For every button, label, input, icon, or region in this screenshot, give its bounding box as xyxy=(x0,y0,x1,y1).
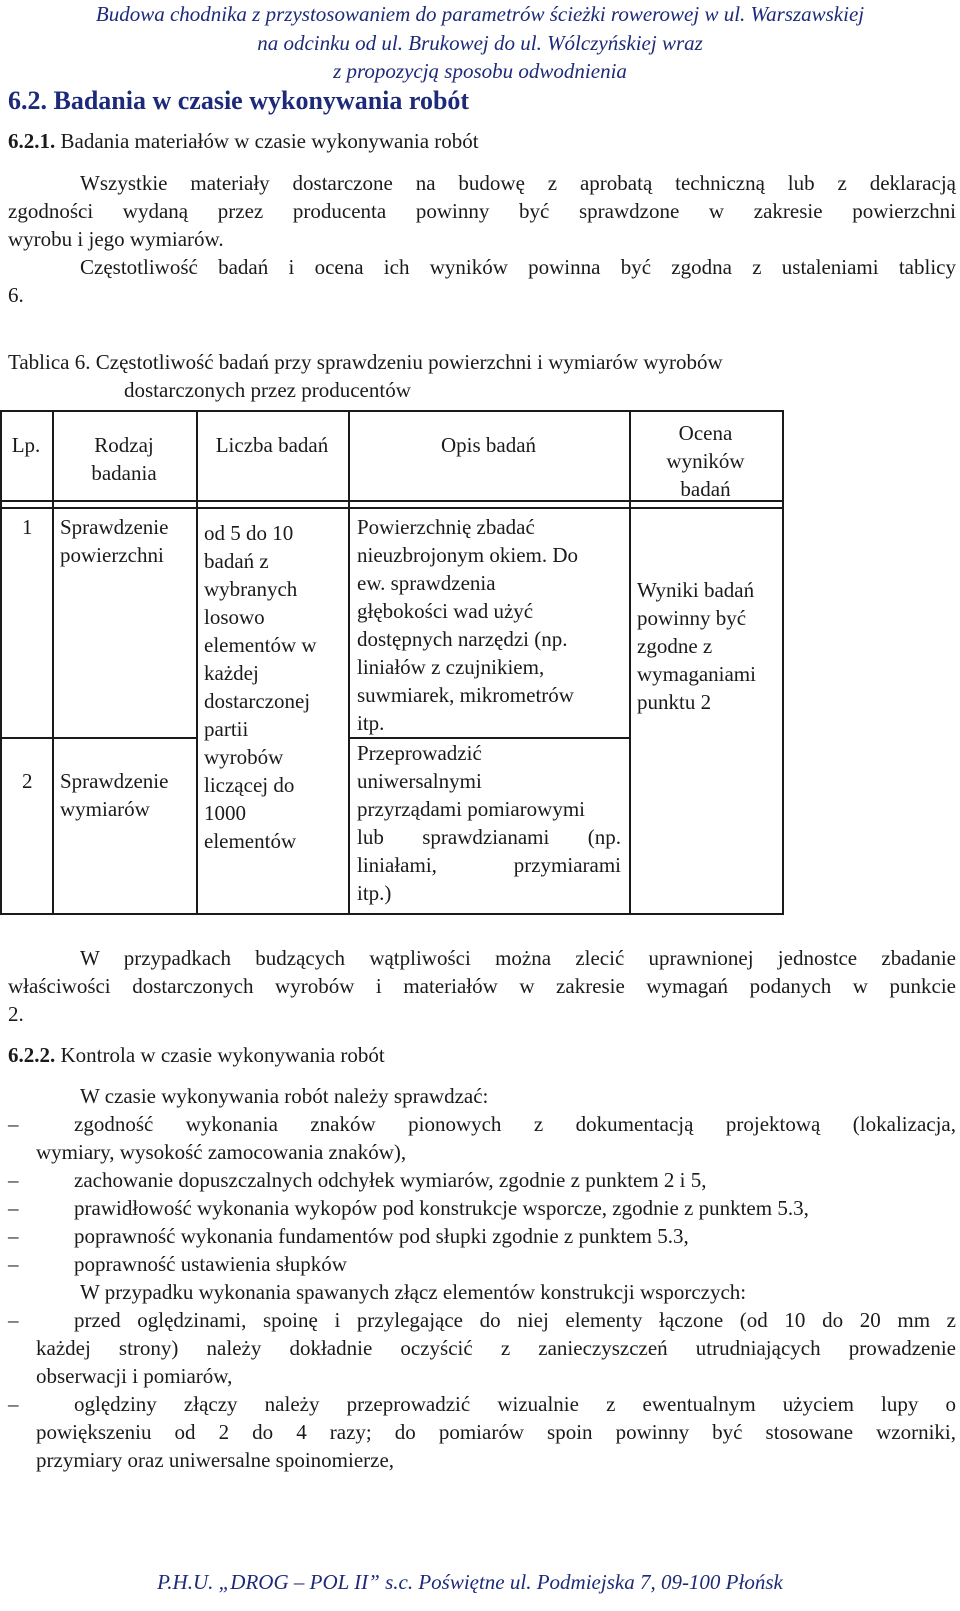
running-header-line-3: z propozycją sposobu odwodnienia xyxy=(333,59,627,83)
row1-lp: 1 xyxy=(22,515,33,539)
row1-rodzaj: powierzchni xyxy=(60,543,164,567)
liczba-line: liczącej do xyxy=(204,773,295,797)
page-footer: P.H.U. „DROG – POL II” s.c. Poświętne ul. Podmiejska 7, 09-100 Płońsk xyxy=(157,1570,783,1594)
opis1-line: itp. xyxy=(357,711,385,735)
running-header-line-2: na odcinku od ul. Brukowej do ul. Wólczyńskiej wraz xyxy=(257,31,703,55)
header-liczba: Liczba badań xyxy=(215,433,329,457)
liczba-line: 1000 xyxy=(204,801,246,825)
list-item: poprawność ustawienia słupków xyxy=(74,1252,347,1276)
liczba-line: partii xyxy=(204,717,249,741)
ocena-line: wymaganiami xyxy=(637,662,756,686)
opis2-line: liniałami, przymiarami xyxy=(357,853,621,877)
paragraph-line: właściwości dostarczonych wyrobów i materiałów w zakresie wymagań podanych w punkcie xyxy=(8,974,956,998)
section-heading: 6.2. Badania w czasie wykonywania robót xyxy=(8,86,470,115)
list-item-continuation: powiększeniu od 2 do 4 razy; do pomiarów spoin powinny być stosowane wzorniki, xyxy=(36,1420,956,1444)
liczba-line: od 5 do 10 xyxy=(204,521,294,545)
running-header-line-1: Budowa chodnika z przystosowaniem do parametrów ścieżki rowerowej w ul. Warszawskiej xyxy=(95,2,865,26)
list-item-continuation: wymiary, wysokość zamocowania znaków), xyxy=(36,1140,407,1164)
header-ocena: badań xyxy=(680,477,731,501)
paragraph-line: zgodności wydaną przez producenta powinny być sprawdzone w zakresie powierzchni xyxy=(8,199,956,223)
liczba-line: każdej xyxy=(204,661,259,685)
row2-lp: 2 xyxy=(22,769,33,793)
liczba-line: badań z xyxy=(204,549,269,573)
table-caption-line-2: dostarczonych przez producentów xyxy=(124,378,411,402)
paragraph-line: W czasie wykonywania robót należy sprawdzać: xyxy=(80,1084,489,1108)
list-item: poprawność wykonania fundamentów pod słupki zgodnie z punktem 5.3, xyxy=(74,1224,689,1248)
list-item: prawidłowość wykonania wykopów pod konstrukcje wsporcze, zgodnie z punktem 5.3, xyxy=(74,1196,809,1220)
liczba-line: elementów w xyxy=(204,633,317,657)
opis2-line: Przeprowadzić xyxy=(357,741,482,765)
table-border-right xyxy=(782,410,784,915)
subsection-6-2-2-heading xyxy=(8,1041,956,1069)
subsection-title: Badania materiałów w czasie wykonywania robót xyxy=(55,129,479,153)
list-dash: – xyxy=(8,1224,19,1248)
row2-rodzaj: wymiarów xyxy=(60,797,150,821)
list-item: zachowanie dopuszczalnych odchyłek wymiarów, zgodnie z punktem 2 i 5, xyxy=(74,1168,707,1192)
opis2-line: itp.) xyxy=(357,881,392,905)
opis1-line: głębokości wad użyć xyxy=(357,599,534,623)
opis2-line: przyrządami pomiarowymi xyxy=(357,797,586,821)
liczba-line: dostarczonej xyxy=(204,689,311,713)
table-border-top xyxy=(0,410,784,412)
header-ocena: wyników xyxy=(666,449,745,473)
opis2-line: uniwersalnymi xyxy=(357,769,482,793)
table-row-divider xyxy=(0,737,196,739)
subsection-6-2-1-heading xyxy=(8,127,956,155)
opis1-line: Powierzchnię zbadać xyxy=(357,515,535,539)
opis1-line: dostępnych narzędzi (np. xyxy=(357,627,568,651)
table-column-rule xyxy=(196,410,198,913)
header-ocena: Ocena xyxy=(678,421,733,445)
table-caption-line-1: Tablica 6. Częstotliwość badań przy sprawdzeniu powierzchni i wymiarów wyrobów xyxy=(8,350,723,374)
paragraph-line: Częstotliwość badań i ocena ich wyników powinna być zgodna z ustaleniami tablicy xyxy=(80,255,956,279)
paragraph-line: 6. xyxy=(8,283,24,307)
opis1-line: liniałów z czujnikiem, xyxy=(357,655,545,679)
subsection-number: 6.2.2. xyxy=(8,1043,56,1067)
opis1-line: suwmiarek, mikrometrów xyxy=(357,683,574,707)
table-border-left xyxy=(0,410,2,915)
list-item: zgodność wykonania znaków pionowych z dokumentacją projektową (lokalizacja, xyxy=(74,1112,956,1136)
opis2-line: lub sprawdzianami (np. xyxy=(357,825,621,849)
subsection-number: 6.2.1. xyxy=(8,129,56,153)
row1-rodzaj: Sprawdzenie xyxy=(60,515,169,539)
ocena-line: Wyniki badań xyxy=(637,578,755,602)
list-dash: – xyxy=(8,1252,19,1276)
header-lp: Lp. xyxy=(11,433,41,457)
row2-rodzaj: Sprawdzenie xyxy=(60,769,169,793)
list-dash: – xyxy=(8,1196,19,1220)
opis1-line: ew. sprawdzenia xyxy=(357,571,496,595)
paragraph-line: W przypadku wykonania spawanych złącz elementów konstrukcji wsporczych: xyxy=(80,1280,747,1304)
paragraph-line: 2. xyxy=(8,1002,24,1026)
list-item: przed oględzinami, spoinę i przylegające do niej elementy łączone (od 10 do 20 mm z xyxy=(74,1308,956,1332)
subsection-title: Kontrola w czasie wykonywania robót xyxy=(55,1043,385,1067)
paragraph-line: Wszystkie materiały dostarczone na budowę z aprobatą techniczną lub z deklaracją xyxy=(80,171,956,195)
list-item-continuation: przymiary oraz uniwersalne spoinomierze, xyxy=(36,1448,395,1472)
list-dash: – xyxy=(8,1308,19,1332)
header-rodzaj: badania xyxy=(91,461,157,485)
table-header-rule-double xyxy=(0,507,784,509)
table-column-rule xyxy=(348,410,350,913)
list-item-continuation: każdej strony) należy dokładnie oczyścić z zanieczyszczeń utrudniających prowadzenie xyxy=(36,1336,956,1360)
ocena-line: zgodne z xyxy=(637,634,713,658)
ocena-line: punktu 2 xyxy=(637,690,712,714)
header-rodzaj: Rodzaj xyxy=(94,433,154,457)
list-dash: – xyxy=(8,1112,19,1136)
liczba-line: elementów xyxy=(204,829,297,853)
list-dash: – xyxy=(8,1168,19,1192)
liczba-line: wybranych xyxy=(204,577,298,601)
opis1-line: nieuzbrojonym okiem. Do xyxy=(357,543,579,567)
header-opis: Opis badań xyxy=(440,433,537,457)
liczba-line: losowo xyxy=(204,605,265,629)
list-item-continuation: obserwacji i pomiarów, xyxy=(36,1364,233,1388)
ocena-line: powinny być xyxy=(637,606,747,630)
paragraph-line: wyrobu i jego wymiarów. xyxy=(8,227,224,251)
list-item: oględziny złączy należy przeprowadzić wizualnie z ewentualnym użyciem lupy o xyxy=(74,1392,956,1416)
table-border-bottom xyxy=(0,913,784,915)
liczba-line: wyrobów xyxy=(204,745,284,769)
list-dash: – xyxy=(8,1392,19,1416)
paragraph-line: W przypadkach budzących wątpliwości można zlecić uprawnionej jednostce zbadanie xyxy=(80,946,956,970)
